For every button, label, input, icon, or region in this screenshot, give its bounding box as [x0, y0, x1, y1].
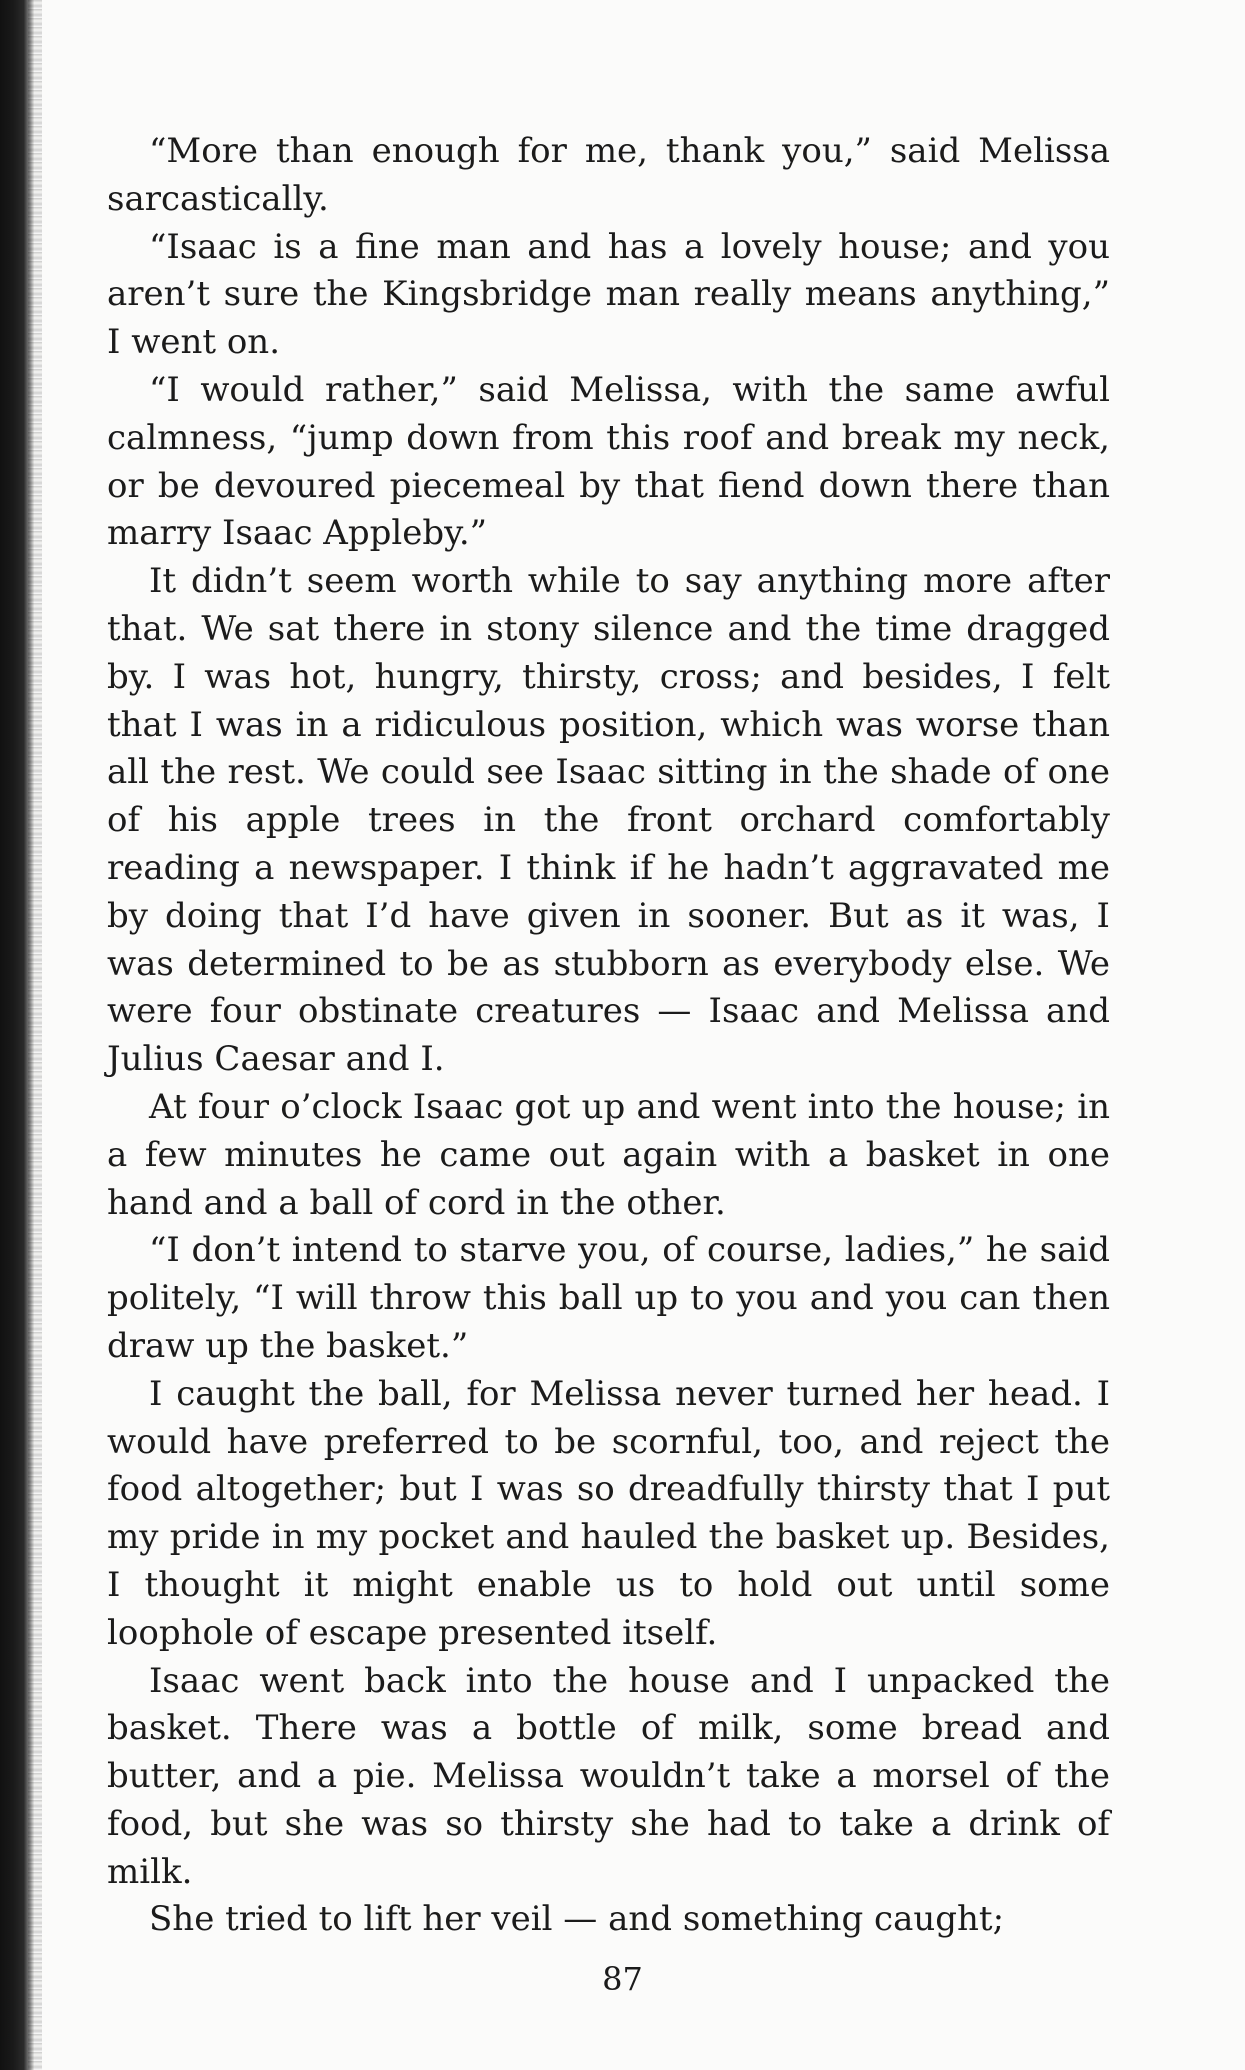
page-number: 87: [602, 1960, 643, 1998]
paragraph: “I would rather,” said Melissa, with the same awful calmness, “jump down from this roof and break my neck, or be devoured piecemeal by that fiend down there than marry Isaac Appleby.”: [107, 369, 1110, 554]
paragraph: “Isaac is a fine man and has a lovely house; and you aren’t sure the Kingsbridge man really means anything,” I went on.: [107, 226, 1110, 363]
paragraph: “I don’t intend to starve you, of course, ladies,” he said politely, “I will throw this ball up to you and you can then draw up the basket.”: [107, 1230, 1110, 1366]
paragraph: I caught the ball, for Melissa never turned her head. I would have preferred to be scornful, too, and reject the food altogether; but I was so dreadfully thirsty that I put my pride in my pocket and hauled the basket up. Besides, I thought it might enable us to hold out until some loophole of escape presented itself.: [107, 1373, 1110, 1653]
body-text: [107, 128, 1110, 1944]
paragraph: At four o’clock Isaac got up and went into the house; in a few minutes he came out again with a basket in one hand and a ball of cord in the other.: [107, 1086, 1110, 1223]
paragraph: It didn’t seem worth while to say anything more after that. We sat there in stony silence and the time dragged by. I was hot, hungry, thirsty, cross; and besides, I felt that I was in a ridiculous position, which was worse than all the rest. We could see Isaac sitting in the shade of one of his apple trees in the front orchard comfortably reading a newspaper. I think if he hadn’t aggravated me by doing that I’d have given in sooner. But as it was, I was determined to be as stubborn as everybody else. We were four obstinate creatures — Isaac and Melissa and Julius Caesar and I.: [107, 561, 1110, 1080]
paragraph: Isaac went back into the house and I unpacked the basket. There was a bottle of milk, some bread and butter, and a pie. Melissa wouldn’t take a morsel of the food, but she was so thirsty she had to take a drink of milk.: [107, 1660, 1110, 1892]
paragraph: She tried to lift her veil — and something caught;: [149, 1899, 1005, 1940]
paragraph: “More than enough for me, thank you,” said Melissa sarcastically.: [107, 131, 1110, 219]
binding-texture: [28, 0, 42, 2070]
